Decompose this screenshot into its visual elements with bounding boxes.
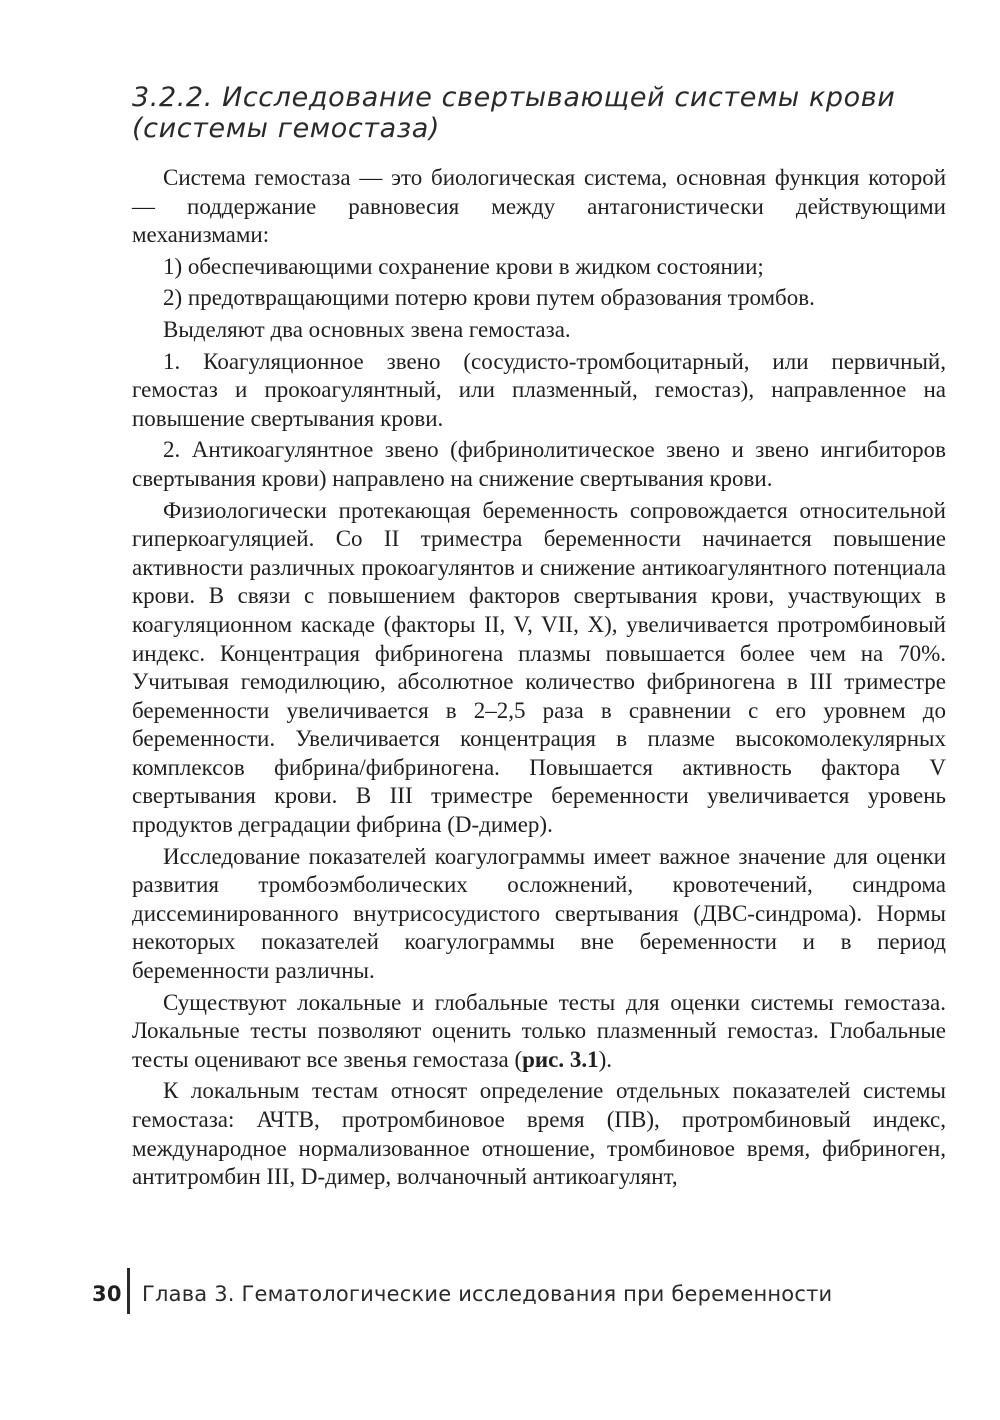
paragraph-tests-end: ). bbox=[598, 1046, 613, 1072]
paragraph-two-links: Выделяют два основных звена гемостаза. bbox=[163, 316, 571, 342]
paragraph-tests-text: Существуют локальные и глобальные тесты для оценки системы гемостаза. Локальные тесты позволяют оценить только плазменный гемостаз. Глобальные тесты оценивают все звенья гемостаза ( bbox=[132, 989, 946, 1072]
paragraph-pregnancy-physiology: Физиологически протекающая беременность сопровождается относительной гиперкоагуляцией. Со II триместра беременности начинается повышение активности различных прокоагулянтов и снижение антикоагулянтного потенциала крови. В связи с повышением факторов свертывания крови, участвующих в коагуляционном каскаде (факторы II, V, VII, X), увеличивается протромбиновый индекс. Концентрация фибриногена плазмы повышается более чем на 70%. Учитывая гемодилюцию, абсолютное количество фибриногена в III триместре беременности увеличивается в 2–2,5 раза в сравнении с его уровнем до беременности. Увеличивается концентрация в плазме высокомолекулярных комплексов фибрина/фибриногена. Повышается активность фактора V свертывания крови. В III триместре беременности увеличивается уровень продуктов деградации фибрина (D-димер). bbox=[132, 497, 946, 838]
section-heading-line-1: 3.2.2. Исследование свертывающей системы крови bbox=[132, 82, 896, 113]
section-heading-line-2: (системы гемостаза) bbox=[132, 113, 441, 144]
paragraph-coagulation-link: 1. Коагуляционное звено (сосудисто-тромбоцитарный, или первичный, гемостаз и прокоагулянтный, или плазменный, гемостаз), направленное на повышение свертывания крови. bbox=[132, 348, 946, 431]
page-content bbox=[132, 82, 946, 1192]
page-footer bbox=[84, 1268, 964, 1314]
running-title: Глава 3. Гематологические исследования при беременности bbox=[142, 1282, 833, 1306]
list-item-2: 2) предотвращающими потерю крови путем образования тромбов. bbox=[163, 285, 815, 311]
section-heading bbox=[132, 82, 946, 144]
paragraph-local-tests: К локальным тестам относят определение отдельных показателей системы гемостаза: АЧТВ, протромбиновое время (ПВ), протромбиновый индекс, международное нормализованное отношение, тромбиновое время, фибриноген, антитромбин III, D-димер, волчаночный антикоагулянт, bbox=[132, 1078, 946, 1190]
paragraph-tests bbox=[132, 989, 946, 1075]
figure-reference: рис. 3.1 bbox=[522, 1046, 599, 1072]
body-text bbox=[132, 164, 946, 1192]
footer-divider bbox=[127, 1268, 130, 1314]
page-number: 30 bbox=[92, 1282, 122, 1306]
paragraph-definition: Система гемостаза — это биологическая система, основная функция которой — поддержание равновесия между антагонистически действующими механизмами: bbox=[132, 165, 946, 248]
list-item-1: 1) обеспечивающими сохранение крови в жидком состоянии; bbox=[163, 253, 764, 279]
paragraph-anticoagulant-link: 2. Антикоагулянтное звено (фибринолитическое звено и звено ингибиторов свертывания крови) направлено на снижение свертывания крови. bbox=[132, 437, 946, 491]
paragraph-coagulogram: Исследование показателей коагулограммы имеет важное значение для оценки развития тромбоэмболических осложнений, кровотечений, синдрома диссеминированного внутрисосудистого свертывания (ДВС-синдрома). Нормы некоторых показателей коагулограммы вне беременности и в период беременности различны. bbox=[132, 843, 946, 984]
